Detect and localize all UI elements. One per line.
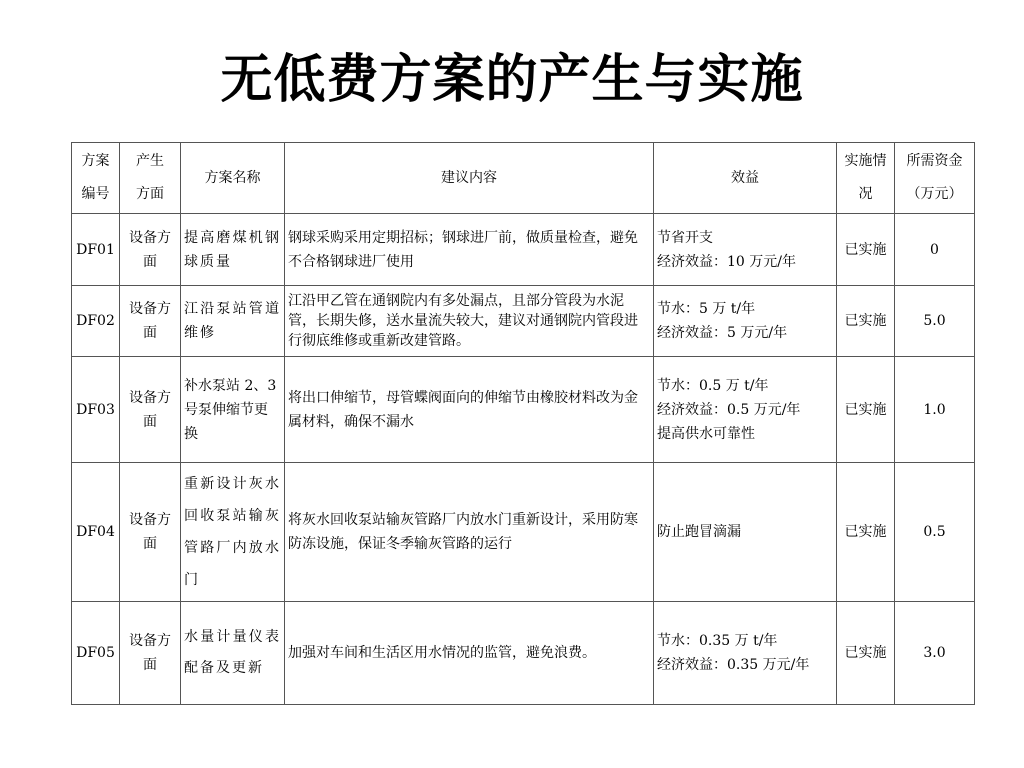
cell-source: 设备方面 (120, 214, 181, 286)
table-header-row (72, 143, 975, 214)
benefit-line: 节水：0.35 万 t/年 (657, 633, 778, 649)
header-source-line2: 方面 (136, 186, 164, 202)
cell-source: 设备方面 (120, 286, 181, 357)
cell-name: 江沿泵站管道维修 (181, 286, 285, 357)
cell-status: 已实施 (837, 357, 895, 463)
cell-benefit (654, 286, 837, 357)
plan-table (71, 142, 975, 705)
cell-content: 江沿甲乙管在通钢院内有多处漏点，且部分管段为水泥管，长期失修，送水量流失较大，建议对通钢院内管段进行彻底维修或重新改建管路。 (285, 286, 654, 357)
header-code-line2: 编号 (81, 186, 110, 202)
header-code-line1: 方案 (81, 153, 110, 169)
header-status-line2: 况 (858, 186, 873, 202)
cell-code: DF03 (72, 357, 120, 463)
header-source (120, 143, 181, 214)
table-row (72, 214, 975, 286)
cell-source: 设备方面 (120, 463, 181, 602)
benefit-line: 经济效益：0.35 万元/年 (657, 657, 810, 673)
benefit-line: 经济效益：10 万元/年 (657, 253, 796, 270)
benefit-line: 防止跑冒滴漏 (657, 524, 741, 540)
benefit-line: 提高供水可靠性 (657, 425, 755, 442)
cell-status: 已实施 (837, 214, 895, 286)
cell-funds: 1.0 (895, 357, 975, 463)
cell-content: 加强对车间和生活区用水情况的监管，避免浪费。 (285, 602, 654, 705)
header-status-line1: 实施情 (844, 153, 887, 169)
header-funds-line1: 所需资金 (906, 153, 963, 169)
cell-content: 将出口伸缩节，母管蝶阀面向的伸缩节由橡胶材料改为金属材料，确保不漏水 (285, 357, 654, 463)
header-funds-line2: （万元） (906, 186, 963, 202)
cell-funds: 0.5 (895, 463, 975, 602)
cell-funds: 5.0 (895, 286, 975, 357)
cell-name: 补水泵站 2、3 号泵伸缩节更换 (181, 357, 285, 463)
cell-code: DF01 (72, 214, 120, 286)
header-status (837, 143, 895, 214)
cell-status: 已实施 (837, 463, 895, 602)
cell-code: DF05 (72, 602, 120, 705)
header-source-line1: 产生 (136, 153, 164, 169)
cell-status: 已实施 (837, 286, 895, 357)
cell-status: 已实施 (837, 602, 895, 705)
cell-source: 设备方面 (120, 357, 181, 463)
benefit-line: 经济效益：0.5 万元/年 (657, 401, 801, 418)
table-row (72, 602, 975, 705)
cell-funds: 3.0 (895, 602, 975, 705)
benefit-line: 节省开支 (657, 229, 713, 246)
cell-content: 将灰水回收泵站输灰管路厂内放水门重新设计，采用防寒防冻设施，保证冬季输灰管路的运行 (285, 463, 654, 602)
page-title: 无低费方案的产生与实施 (220, 50, 804, 110)
benefit-line: 节水：5 万 t/年 (657, 301, 756, 317)
cell-benefit (654, 357, 837, 463)
header-funds (895, 143, 975, 214)
cell-benefit (654, 602, 837, 705)
cell-name: 重新设计灰水回收泵站输灰管路厂内放水门 (181, 463, 285, 602)
cell-benefit (654, 463, 837, 602)
cell-funds: 0 (895, 214, 975, 286)
table-row (72, 463, 975, 602)
benefit-line: 经济效益：5 万元/年 (657, 325, 788, 341)
table-row (72, 357, 975, 463)
cell-content: 钢球采购采用定期招标；钢球进厂前，做质量检查，避免不合格钢球进厂使用 (285, 214, 654, 286)
table-row (72, 286, 975, 357)
header-benefit: 效益 (654, 143, 837, 214)
header-content: 建议内容 (285, 143, 654, 214)
header-code (72, 143, 120, 214)
cell-source: 设备方面 (120, 602, 181, 705)
benefit-line: 节水：0.5 万 t/年 (657, 377, 769, 394)
cell-code: DF02 (72, 286, 120, 357)
cell-code: DF04 (72, 463, 120, 602)
cell-benefit (654, 214, 837, 286)
cell-name: 水量计量仪表配备及更新 (181, 602, 285, 705)
header-name: 方案名称 (181, 143, 285, 214)
cell-name: 提高磨煤机钢球质量 (181, 214, 285, 286)
